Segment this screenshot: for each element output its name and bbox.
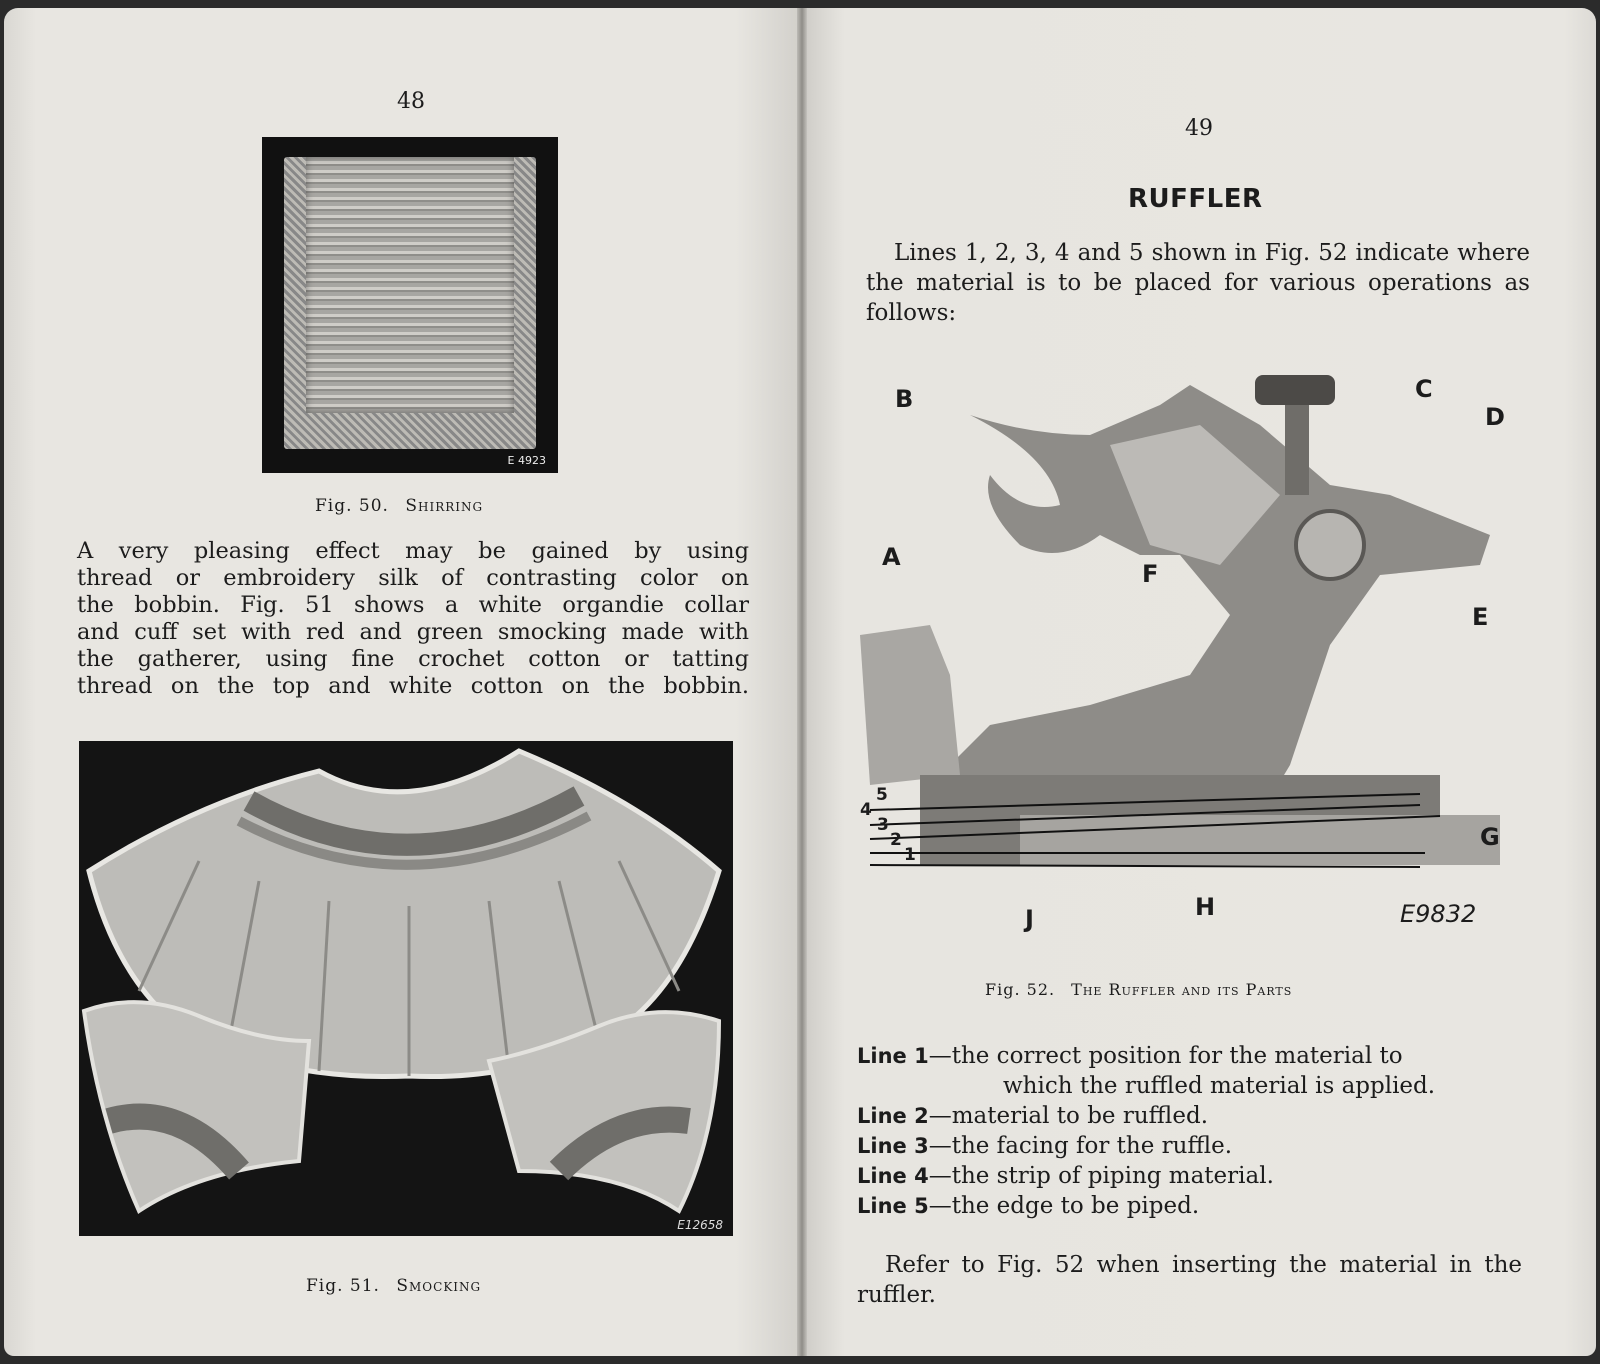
figure-52-caption	[985, 980, 1292, 999]
caption-prefix: Fig. 52.	[985, 980, 1056, 999]
paragraph-line: and cuff set with red and green smocking made with	[77, 619, 749, 645]
line-text: —the facing for the ruffle.	[928, 1133, 1233, 1159]
paragraph-line: the gatherer, using fine crochet cotton or tatting	[77, 646, 749, 672]
line-number-1: 1	[904, 845, 916, 865]
label-j: J	[1025, 905, 1034, 933]
label-e: E	[1472, 603, 1489, 631]
figure-50-shirring-photo	[262, 137, 558, 473]
line-definitions	[857, 1041, 1522, 1221]
figure-code: E 4923	[507, 454, 546, 467]
line-label: Line 5	[857, 1194, 929, 1218]
line-text: —material to be ruffled.	[928, 1103, 1209, 1129]
page-number-left: 48	[397, 89, 425, 114]
figure-code: E9832	[1400, 900, 1477, 928]
label-g: G	[1480, 823, 1500, 851]
ruffler-illustration	[860, 345, 1520, 945]
paragraph-line: thread or embroidery silk of contrasting color on	[77, 565, 749, 591]
line-definition	[857, 1101, 1522, 1131]
figure-50-caption	[315, 496, 483, 516]
figure-51-smocking-photo	[79, 741, 733, 1236]
line-definition	[857, 1041, 1522, 1071]
figure-52-ruffler-diagram	[860, 345, 1520, 945]
figure-51-caption	[306, 1276, 481, 1296]
shirred-fabric	[306, 157, 514, 413]
line-text: —the edge to be piped.	[928, 1193, 1200, 1219]
line-text: —the strip of piping material.	[928, 1163, 1274, 1189]
collar-and-cuffs-illustration	[79, 741, 733, 1236]
label-h: H	[1195, 893, 1216, 921]
caption-title: Smocking	[396, 1276, 482, 1296]
caption-title: Shirring	[405, 496, 484, 516]
book-gutter	[797, 8, 807, 1356]
line-number-5: 5	[876, 785, 888, 805]
caption-prefix: Fig. 51.	[306, 1276, 380, 1296]
line-number-4: 4	[860, 800, 872, 820]
figure-code: E12658	[677, 1218, 723, 1232]
line-text-continued: which the ruffled material is applied.	[1003, 1073, 1436, 1099]
line-definition	[857, 1161, 1522, 1191]
smocking-paragraph	[77, 538, 749, 700]
paragraph-line: thread on the top and white cotton on the bobbin.	[77, 673, 749, 699]
line-label: Line 3	[857, 1134, 929, 1158]
line-label: Line 2	[857, 1104, 929, 1128]
section-title: RUFFLER	[1128, 184, 1263, 214]
label-a: A	[882, 543, 901, 571]
line-definition-continuation	[857, 1071, 1522, 1101]
paragraph-line: the bobbin. Fig. 51 shows a white organdie collar	[77, 592, 749, 618]
line-definition	[857, 1191, 1522, 1221]
intro-paragraph: Lines 1, 2, 3, 4 and 5 shown in Fig. 52 indicate where the material is to be placed for various operations as follows:	[866, 240, 1530, 326]
refer-paragraph: Refer to Fig. 52 when inserting the material in the ruffler.	[857, 1252, 1522, 1308]
page-number-right: 49	[1185, 116, 1213, 141]
line-number-3: 3	[877, 815, 889, 835]
caption-title: The Ruffler and its Parts	[1071, 980, 1293, 999]
caption-prefix: Fig. 50.	[315, 496, 389, 516]
label-b: B	[895, 385, 914, 413]
label-f: F	[1142, 560, 1159, 588]
paragraph-line: A very pleasing effect may be gained by using	[77, 538, 749, 564]
line-number-2: 2	[890, 830, 902, 850]
line-text: —the correct position for the material to	[928, 1043, 1403, 1069]
line-label: Line 1	[857, 1044, 929, 1068]
label-d: D	[1485, 403, 1505, 431]
line-definition	[857, 1131, 1522, 1161]
line-label: Line 4	[857, 1164, 929, 1188]
label-c: C	[1415, 375, 1433, 403]
